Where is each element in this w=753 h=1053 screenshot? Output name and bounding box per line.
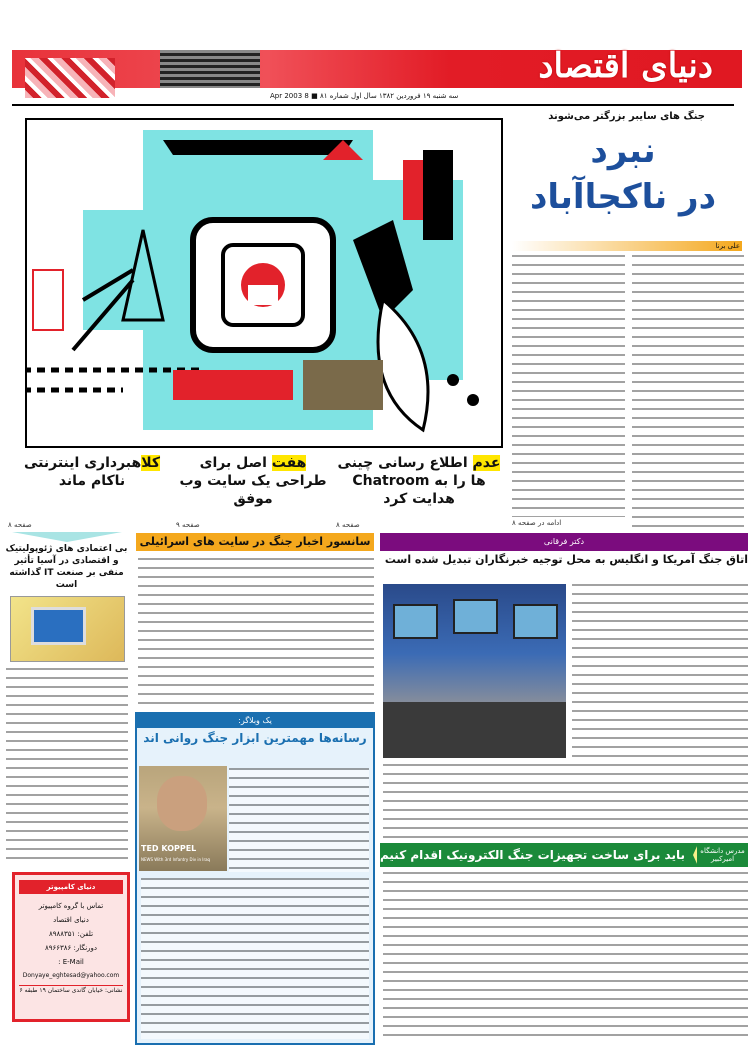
contact-box [12,872,130,1022]
masthead-logo: دنیای اقتصاد [538,46,713,86]
war-room-author-bar [380,533,748,551]
censor-body [138,558,374,706]
teaser-chatroom[interactable] [336,454,502,508]
lead-headline-line2: در ناکجاآباد [529,177,717,217]
lead-body-col1 [632,255,744,527]
lead-body-col2 [512,255,625,517]
contact-email-label: E-Mail : [58,958,84,966]
teaser-title: هبرداری اینترنتی ناکام ماند [24,455,142,489]
lead-headline-line1: نبرد [590,131,656,171]
ewar-headline: باید برای ساخت تجهیزات جنگ الکترونیک اقدام کنیم [380,848,685,862]
teaser-page: صفحه ۹ [176,521,200,529]
teaser-page: صفحه ۸ [8,521,32,529]
teaser-title: اطلاع رسانی چینی ها را به Chatroom هدایت کرد [337,455,486,507]
war-room-body [572,584,748,760]
masthead-rule [12,104,734,106]
masthead-pattern [25,58,115,98]
censor-headline: سانسور اخبار جنگ در سایت های اسرائیلی [136,533,374,551]
blogger-photo [139,766,227,871]
teaser-highlight: عدم [472,455,501,471]
blogger-box [135,712,375,1045]
contact-header: دنیای کامپیوتر [19,880,123,894]
asia-body [6,668,128,864]
arrow-icon [693,846,697,864]
war-room-headline: اتاق جنگ آمریکا و انگلیس به محل توجیه خبرنگاران تبدیل شده است [384,553,748,566]
teaser-fraud[interactable] [22,454,162,490]
war-room-body-cont [383,764,748,840]
asia-photo [10,596,125,662]
ewar-source: مدرس دانشگاه امیرکبیر [700,847,745,863]
ewar-body [383,872,748,1042]
contact-email[interactable]: Donyaye_eghtesad@yahoo.com [22,972,120,979]
lead-continued: ادامه در صفحه ۸ [512,519,562,527]
teaser-highlight: هفت [271,455,307,471]
teaser-page: صفحه ۸ [336,521,360,529]
asia-headline: بی اعتمادی های ژئوپولیتیک و اقتصادی در آسیا تأثیر منفی بر صنعت IT گذاشته است [5,544,128,590]
teaser-highlight: کلا [141,455,160,471]
contact-line2: دنیای اقتصاد [53,916,89,924]
war-room-photo [383,584,566,758]
blogger-body [229,768,369,872]
teaser-title: اصل برای طراحی یک سایت وب موفق [179,455,327,507]
war-room-author: دکتر فرقانی [543,537,585,546]
teaser-web-design[interactable] [176,454,330,508]
lead-author-bar [512,241,742,251]
dateline: سه شنبه ۱۹ فروردین ۱۳۸۲ سال اول شماره ۸۱ ■ 8 Apr 2003 [270,92,459,100]
lead-headline [501,128,745,220]
blogger-kicker: یک وبلاگر: [137,714,373,728]
photo-caption: TED KOPPEL [141,844,197,853]
blogger-body-cont [141,878,369,1039]
blogger-headline: رسانه‌ها مهمترین ابزار جنگ روانی اند [143,731,367,745]
contact-fax: دورنگار: ۸۹۶۶۳۸۶ [44,944,98,952]
ewar-header [380,843,748,867]
masthead-ad-image [160,50,260,88]
lead-author: علی برنا [715,242,740,250]
cyber-war-illustration [25,118,503,448]
photo-subcaption: NEWS With 3rd Infantry Div in Iraq [141,857,211,862]
lead-kicker: جنگ های سایبر بزرگتر می‌شوند [548,111,705,122]
contact-line1: تماس با گروه کامپیوتر [38,902,104,910]
contact-address: نشانی: خیابان گاندی ساختمان ۱۹ طبقه ۶ [19,987,123,994]
asia-decoration [12,532,122,542]
contact-phone: تلفن: ۸۹۸۸۳۵۱ [48,930,94,938]
